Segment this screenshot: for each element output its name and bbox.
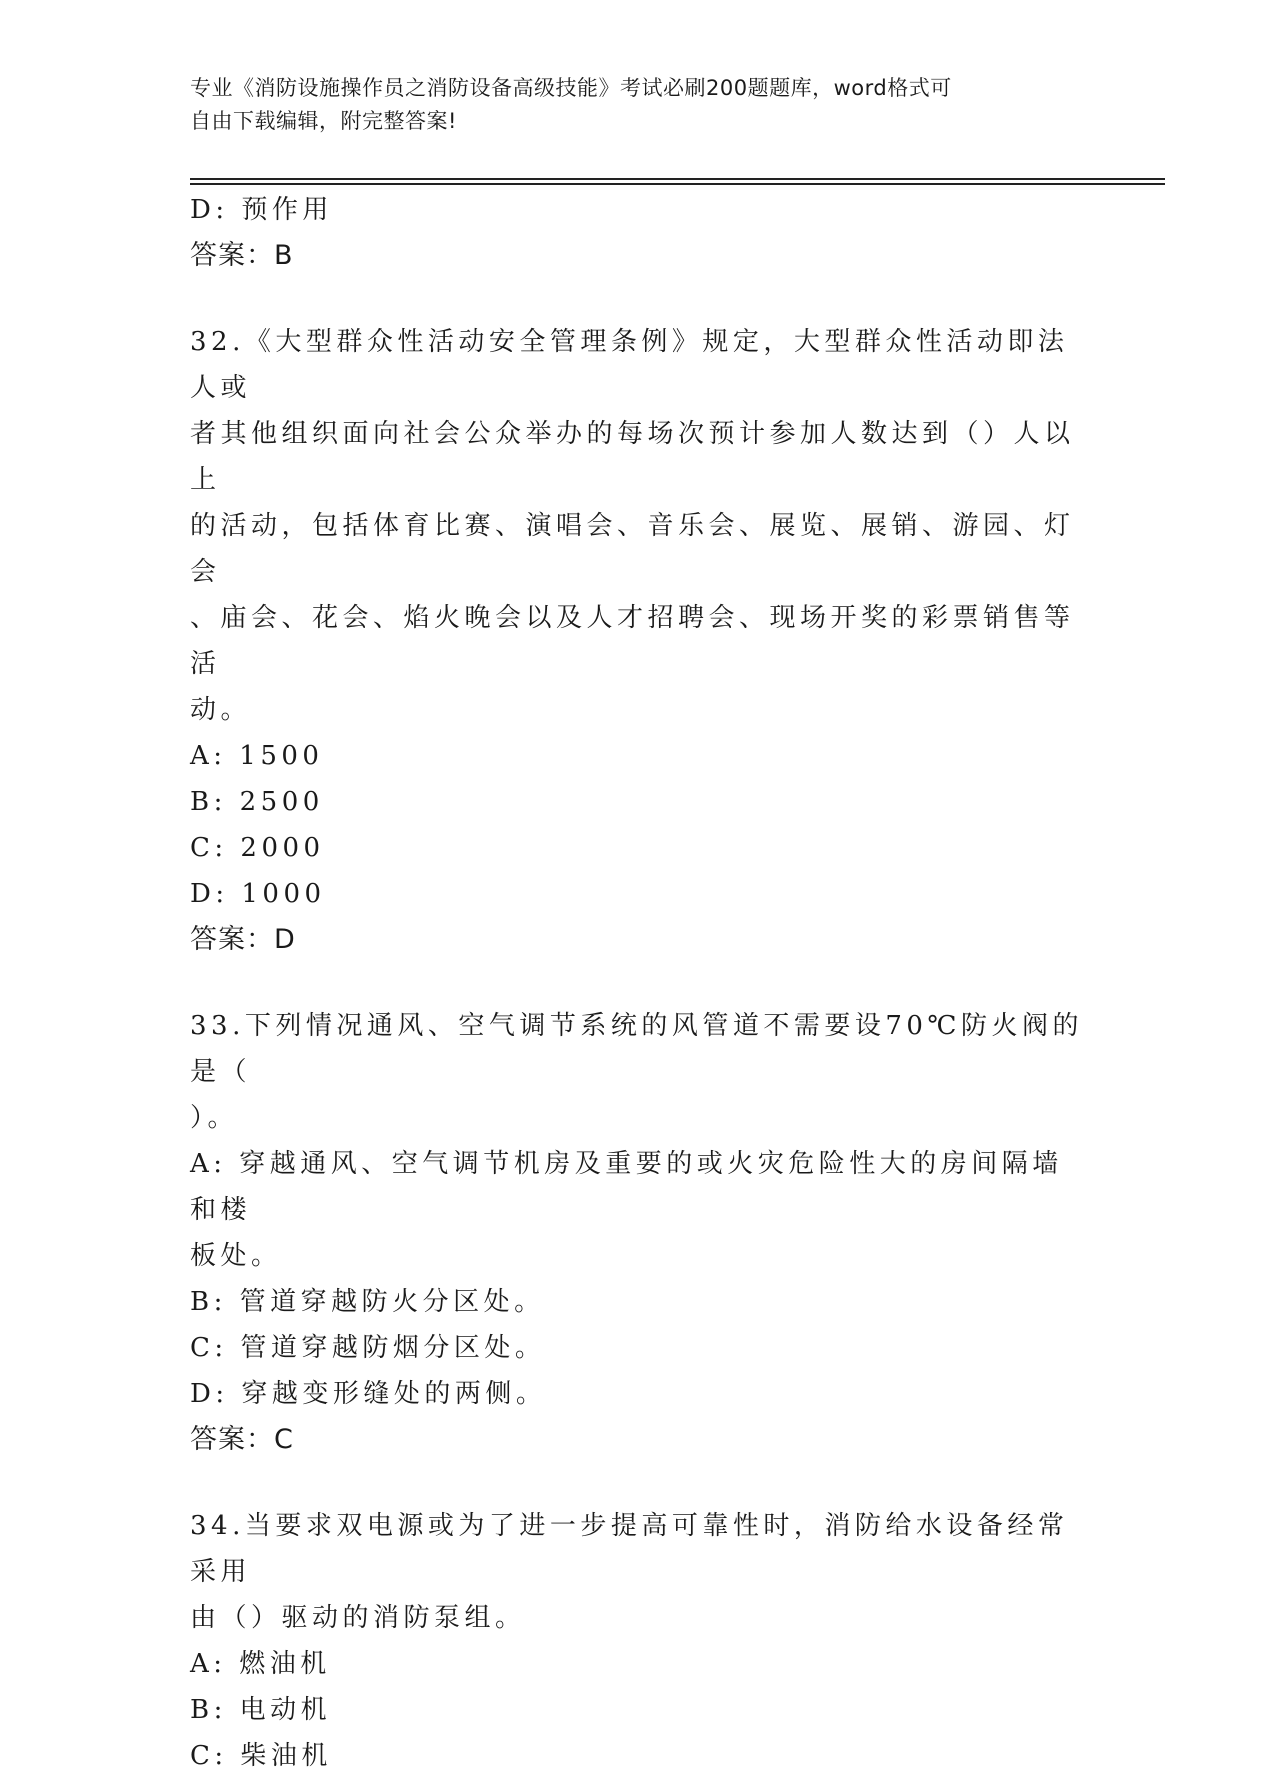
document-header xyxy=(190,72,1090,138)
document-body xyxy=(190,187,1085,1779)
option-a: A: 燃油机 xyxy=(190,1649,331,1679)
header-divider-top xyxy=(190,178,1165,180)
header-divider-bottom xyxy=(190,183,1165,185)
option-c: C: 2000 xyxy=(190,833,325,863)
answer-label: 答案：D xyxy=(190,924,296,955)
question-text-line: 33.下列情况通风、空气调节系统的风管道不需要设70℃防火阀的是（ xyxy=(190,1011,1084,1087)
option-c: C: 管道穿越防烟分区处。 xyxy=(190,1333,546,1363)
option-a: A: 穿越通风、空气调节机房及重要的或火灾危险性大的房间隔墙和楼 xyxy=(190,1149,1063,1225)
answer-label: 答案：B xyxy=(190,240,294,271)
option-d: D: 穿越变形缝处的两侧。 xyxy=(190,1379,547,1409)
option-a-continued: 板处。 xyxy=(190,1241,282,1271)
option-d: D: 预作用 xyxy=(190,195,333,225)
option-b: B: 管道穿越防火分区处。 xyxy=(190,1287,545,1317)
question-text-line: 动。 xyxy=(190,695,252,725)
option-b: B: 2500 xyxy=(190,787,324,817)
question-text-line: 由（）驱动的消防泵组。 xyxy=(190,1603,526,1633)
header-line-2: 自由下载编辑，附完整答案! xyxy=(190,109,457,133)
question-text-line: 34.当要求双电源或为了进一步提高可靠性时，消防给水设备经常采用 xyxy=(190,1511,1069,1587)
answer-label: 答案：C xyxy=(190,1424,294,1455)
header-line-1: 专业《消防设施操作员之消防设备高级技能》考试必刷200题题库，word格式可 xyxy=(190,76,952,100)
option-d: D: 1000 xyxy=(190,879,326,909)
previous-question-tail xyxy=(190,187,1085,279)
option-b: B: 电动机 xyxy=(190,1695,332,1725)
question-text-line: 者其他组织面向社会公众举办的每场次预计参加人数达到（）人以上 xyxy=(190,419,1075,495)
option-c: C: 柴油机 xyxy=(190,1741,332,1771)
question-33 xyxy=(190,1003,1085,1463)
question-34 xyxy=(190,1503,1085,1779)
question-text-line: 的活动，包括体育比赛、演唱会、音乐会、展览、展销、游园、灯会 xyxy=(190,511,1075,587)
option-a: A: 1500 xyxy=(190,741,324,771)
question-text-line: ）。 xyxy=(190,1103,239,1133)
question-32 xyxy=(190,319,1085,963)
question-text-line: 、庙会、花会、焰火晚会以及人才招聘会、现场开奖的彩票销售等活 xyxy=(190,603,1075,679)
question-text-line: 32.《大型群众性活动安全管理条例》规定，大型群众性活动即法人或 xyxy=(190,327,1069,403)
